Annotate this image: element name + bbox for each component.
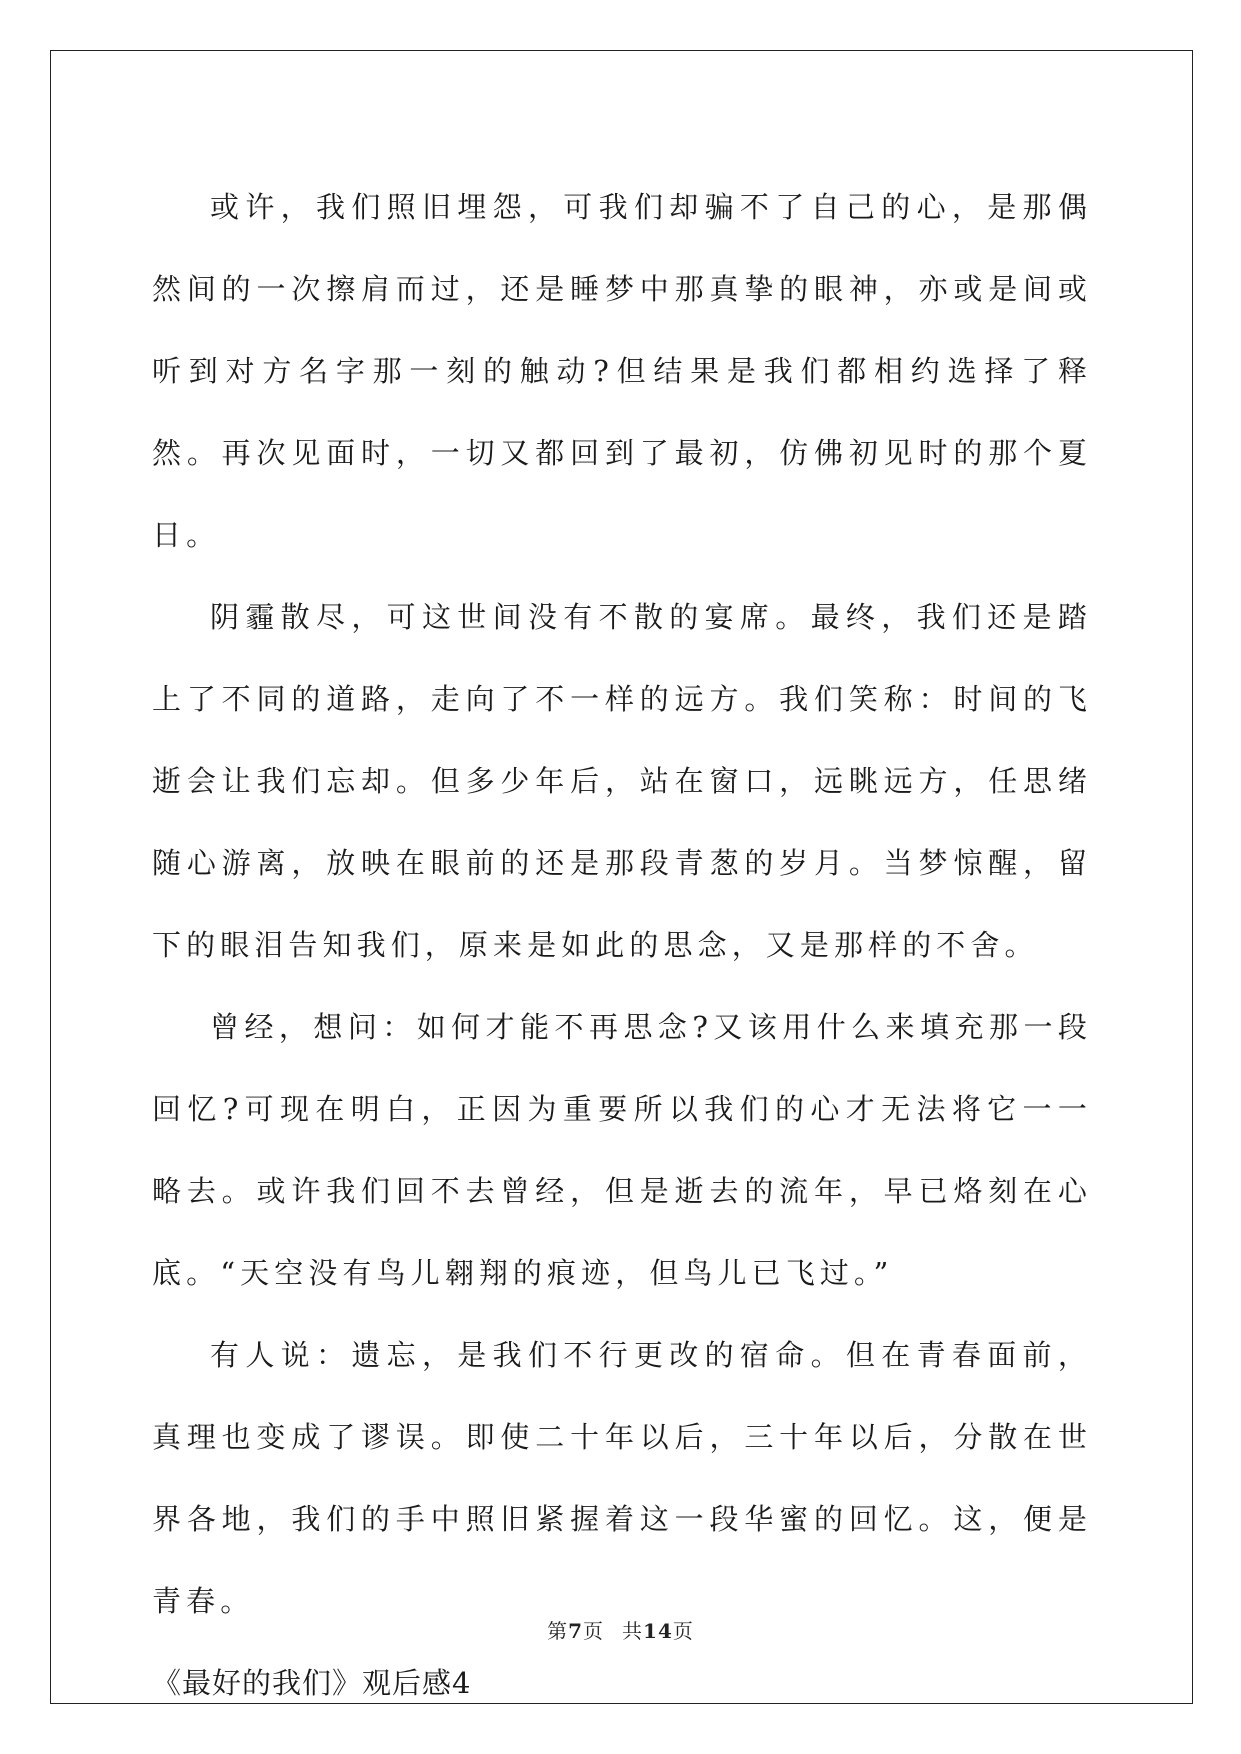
footer-total-prefix: 共	[622, 1619, 644, 1643]
footer-total-suffix: 页	[672, 1619, 694, 1643]
section-heading: 《最好的我们》观后感4	[152, 1666, 472, 1700]
paragraph-1: 或许，我们照旧埋怨，可我们却骗不了自己的心，是那偶然间的一次擦肩而过，还是睡梦中那真挚的眼神，亦或是间或听到对方名字那一刻的触动?但结果是我们都相约选择了释然。再次见面时，一切又都回到了最初，仿佛初见时的那个夏日。	[152, 190, 1092, 552]
footer-page-prefix: 第	[547, 1619, 569, 1643]
paragraph-4: 有人说：遗忘，是我们不行更改的宿命。但在青春面前，真理也变成了谬误。即使二十年以后，三十年以后，分散在世界各地，我们的手中照旧紧握着这一段华蜜的回忆。这，便是青春。	[152, 1338, 1092, 1618]
paragraph-2: 阴霾散尽，可这世间没有不散的宴席。最终，我们还是踏上了不同的道路，走向了不一样的远方。我们笑称：时间的飞逝会让我们忘却。但多少年后，站在窗口，远眺远方，任思绪随心游离，放映在眼前的还是那段青葱的岁月。当梦惊醒，留下的眼泪告知我们，原来是如此的思念，又是那样的不舍。	[152, 600, 1092, 962]
footer-page-total: 14	[643, 1619, 673, 1643]
footer-page-suffix: 页	[583, 1619, 605, 1643]
footer-page-current: 7	[568, 1619, 584, 1643]
paragraph-3: 曾经，想问：如何才能不再思念?又该用什么来填充那一段回忆?可现在明白，正因为重要所以我们的心才无法将它一一略去。或许我们回不去曾经，但是逝去的流年，早已烙刻在心底。“天空没有鸟儿翱翔的痕迹，但鸟儿已飞过。”	[152, 1010, 1092, 1290]
page-footer	[0, 1615, 1241, 1644]
document-body	[152, 166, 1092, 1724]
